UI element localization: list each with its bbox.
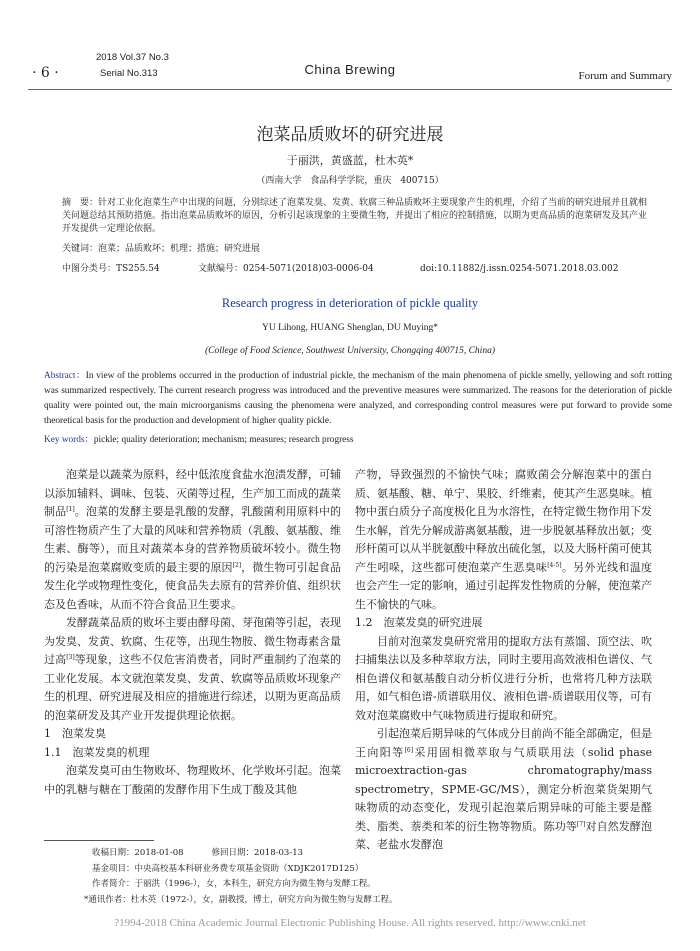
classification-line (62, 263, 650, 276)
body-column-right (355, 466, 652, 855)
footnote-rule (44, 840, 154, 841)
footnotes (84, 846, 398, 908)
text-run: ，微生物可引起食品发生化学或物理性变化，使食品失去原有的营养价值、组织状态及色香味，从而不符合食品卫生要求。 (44, 560, 342, 611)
text-run: 。泡菜的发酵主要是乳酸的发酵，乳酸菌利用原料中的可溶性物质产生了大量的风味和营养物质（乳酸、氨基酸、维生素、酶等），而且对蔬菜本身的营养物质破坏较小。微生物的污染是泡菜腐败变质的最主要的原因 (44, 505, 342, 574)
corresponding-line: *通讯作者：杜木英（1972-），女，副教授，博士，研究方向为微生物与发酵工程。 (84, 894, 398, 905)
text-run: 对自然发酵泡菜、老盐水发酵泡 (355, 819, 652, 851)
abstract-en-text: In view of the problems occurred in the production of industrial pickle, the mechanism of the main phenomena of pickle smelly, yellowing and soft rotting was summarized respectively. The current research progress was introduced and the preventive measures were summarized. The reasons for the deterioration of pickle quality were pointed out, the main microorganisms causing the phenomena were analyzed, and corresponding control measures were put forward to provide some theoretical basis for the production and development of higher quality pickle. (44, 371, 673, 426)
keywords-cn-text: 泡菜；品质败坏；机理；措施；研究进展 (98, 244, 261, 254)
text-run: 采用固相微萃取与气质联用法（solid phase microextraction-gas chromatography/mass spectrometry，SPME-GC/MS），测定分析泡菜货架期气味物质的动态变化，发现引起泡菜后期异味的可能主要是醛类、脂类、萘类和苯的衍生物等物质。陈功等 (355, 745, 652, 833)
subsection-heading: 1.2 泡菜发臭的研究进展 (355, 616, 483, 629)
text-run: 。另外光线和温度也会产生一定的影响，通过引起挥发性物质的分解，使泡菜产生不愉快的气味。 (355, 560, 653, 611)
revised-date: 修回日期：2018-03-13 (211, 848, 304, 858)
subsection-heading: 1.1 泡菜发臭的机理 (44, 745, 150, 759)
keywords-en (44, 431, 354, 445)
paragraph (355, 466, 652, 614)
abstract-en-label: Abstract： (44, 371, 86, 381)
section-name: Forum and Summary (578, 70, 672, 82)
dates-line (92, 846, 398, 862)
copyright-watermark: ?1994-2018 China Academic Journal Electronic Publishing House. All rights reserved. http://www.cnki.net (114, 917, 586, 929)
citation: [7] (576, 820, 586, 828)
authors-en: YU Lihong, HUANG Shenglan, DU Muying* (261, 323, 438, 333)
citation: [2] (232, 561, 242, 569)
paragraph: 泡菜发臭可由生物败坏、物理败坏、化学败坏引起。泡菜中的乳糖与糖在丁酸菌的发酵作用下生成丁酸及其他 (44, 764, 341, 796)
serial-number: Serial No.313 (100, 68, 158, 79)
abstract-en (44, 369, 672, 429)
clc-number: 中图分类号：TS255.54 (62, 264, 160, 274)
journal-name: China Brewing (304, 62, 396, 77)
keywords-cn-label: 关键词： (62, 244, 99, 254)
abstract-cn-text: 针对工业化泡菜生产中出现的问题，分别综述了泡菜发臭、发黄、软腐三种品质败坏主要现象产生的机理，介绍了当前的研究进展并且就相关问题总结其预防措施。指出泡菜品质败坏的原因，分析引起该现象的主要微生物，并提出了相应的控制措施，以期为更高品质的泡菜研发及其产业开发提供一定理论依据。 (62, 198, 648, 234)
abstract-cn-label: 摘 要： (62, 198, 99, 208)
text-run: 产物，导致强烈的不愉快气味；腐败菌会分解泡菜中的蛋白质、氨基酸、糖、单宁、果胶、纤维素，使其产生恶臭味。植物中蛋白质分子高度极化且为水溶性，在特定微生物作用下发生水解，首先分解成游离氨基酸，进一步脱氨基释放出氨；变形杆菌可以从半胱氨酸中释放出硫化氢，以及大肠杆菌可使其产生吲哚，这些都可使泡菜产生恶臭味 (355, 468, 652, 574)
title-en: Research progress in deterioration of pickle quality (221, 296, 479, 310)
citation: [4-5] (547, 561, 562, 569)
keywords-en-text: pickle; quality deterioration; mechanism; measures; research progress (93, 435, 354, 445)
header-rule (28, 89, 672, 90)
text-run: 等现象，这些不仅危害消费者，同时严重制约了泡菜的工业化发展。本文就泡菜发臭、发黄、软腐等品质败坏现象产生的机理、研究进展及相应的措施进行综述，以期为更高品质的泡菜研发及其产业开发提供理论依据。 (44, 653, 342, 722)
keywords-en-label: Key words： (44, 435, 94, 445)
affiliation-cn: （西南大学 食品科学学院，重庆 400715） (256, 176, 444, 186)
abstract-cn (62, 197, 650, 236)
fund-line: 基金项目：中央高校基本科研业务费专项基金资助（XDJK2017D125） (92, 863, 364, 874)
paragraph: 目前对泡菜发臭研究常用的提取方法有蒸馏、顶空法、吹扫捕集法以及多种萃取方法，同时主要用高效液相色谱仪、气相色谱仪和氨基酸自动分析仪进行分析，也常将几种方法联用，如气相色谱-质谱联用仪、液相色谱-质谱联用仪等，可有效对泡菜腐败中气味物质进行提取和研究。 (355, 634, 652, 722)
citation: [6] (404, 746, 414, 754)
paragraph (44, 466, 341, 614)
text-run: 引起泡菜后期异味的气体成分目前尚不能全部确定，但是王向阳等 (355, 727, 652, 759)
affiliation-en: (College of Food Science, Southwest University, Chongqing 400715, China) (205, 346, 495, 356)
section-heading: 1 泡菜发臭 (44, 727, 106, 740)
text-run: 泡菜是以蔬菜为原料，经中低浓度食盐水泡渍发酵，可辅以添加辅料、调味、包装、灭菌等过程，生产加工而成的蔬菜制品 (44, 468, 341, 518)
keywords-cn (62, 243, 650, 256)
document-code: 文献编号：0254-5071(2018)03-0006-04 (198, 264, 374, 274)
paragraph (355, 725, 652, 855)
year-volume: 2018 Vol.37 No.3 (96, 52, 169, 63)
doi: doi:10.11882/j.issn.0254-5071.2018.03.002 (420, 264, 619, 274)
text-run: 发酵蔬菜品质的败坏主要由酵母菌、芽孢菌等引起，表现为发臭、发黄、软腐、生花等，出现生物胺、微生物毒素含量过高 (44, 616, 341, 666)
citation: [3] (66, 654, 75, 661)
page-number: · 6 · (32, 65, 59, 81)
author-bio-line: 作者简介：于丽洪（1996-），女，本科生，研究方向为微生物与发酵工程。 (92, 879, 376, 889)
received-date: 收稿日期：2018-01-08 (92, 848, 184, 858)
citation: [1] (66, 506, 75, 513)
paragraph (44, 614, 341, 725)
body-column-left (44, 466, 341, 799)
title-cn: 泡菜品质败坏的研究进展 (256, 125, 444, 145)
authors-cn: 于丽洪，黄盛蓝，杜木英* (286, 154, 414, 167)
